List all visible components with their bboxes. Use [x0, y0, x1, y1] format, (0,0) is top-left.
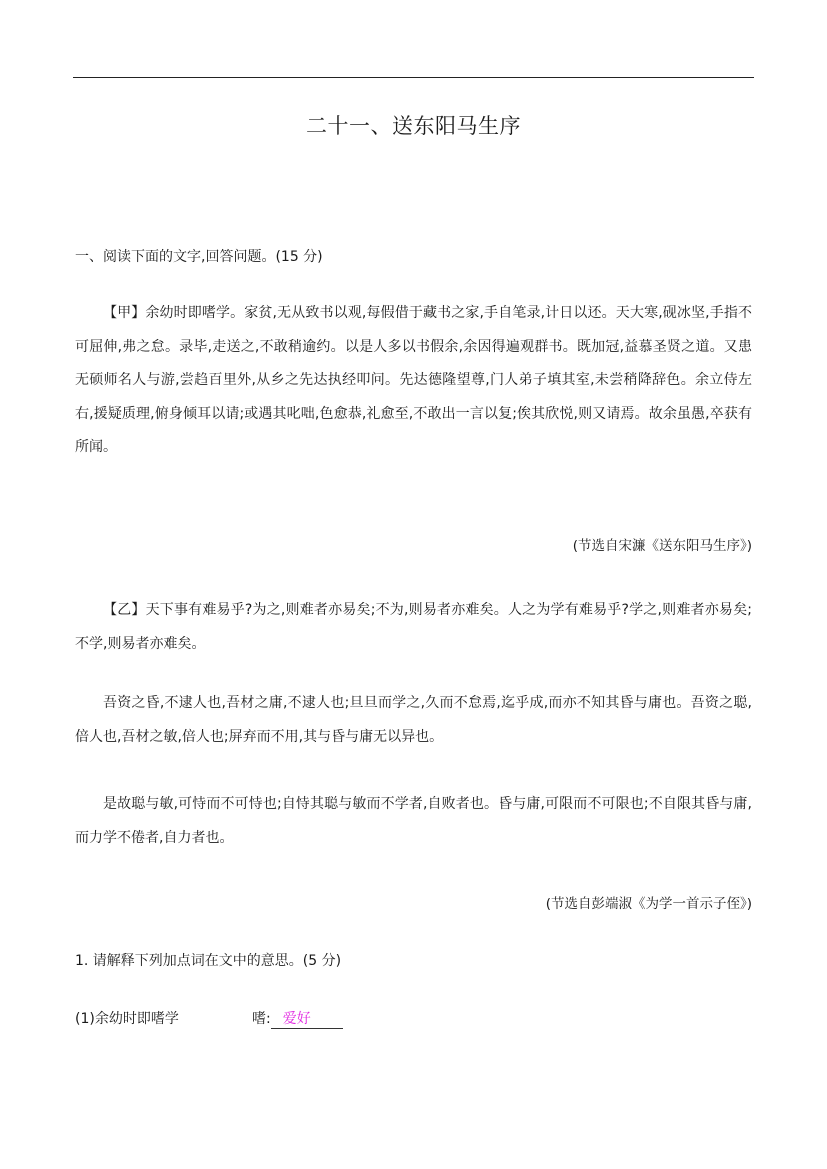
question-1: 1. 请解释下列加点词在文中的意思。(5 分) [75, 953, 342, 969]
item-1-answer-field[interactable]: 爱好 [271, 1010, 343, 1029]
passage-yi-2: 吾资之昏,不逮人也,吾材之庸,不逮人也;旦旦而学之,久而不怠焉,迄乎成,而亦不知其昏与庸也。吾资之聪,倍人也,吾材之敏,倍人也;屏弃而不用,其与昏与庸无以异也。 [75, 695, 752, 745]
page-title: 二十一、送东阳马生序 [306, 114, 521, 138]
source-yi: (节选自彭端淑《为学一首示子侄》) [545, 896, 752, 912]
source-jia: (节选自宋濂《送东阳马生序》) [572, 538, 752, 554]
item-1-label: (1)余幼时即嗜学 [75, 1011, 179, 1027]
header-rule [73, 77, 754, 78]
item-1-answer-group [252, 1008, 343, 1030]
passage-yi-3: 是故聪与敏,可恃而不可恃也;自恃其聪与敏而不学者,自败者也。昏与庸,可限而不可限也;不自限其昏与庸,而力学不倦者,自力者也。 [75, 796, 752, 846]
item-1-word: 嗜: [252, 1011, 271, 1027]
passage-jia: 【甲】余幼时即嗜学。家贫,无从致书以观,每假借于藏书之家,手自笔录,计日以还。天大寒,砚冰坚,手指不可屈伸,弗之怠。录毕,走送之,不敢稍逾约。以是人多以书假余,余因得遍观群书。既加冠,益慕圣贤之道。又患无硕师名人与游,尝趋百里外,从乡之先达执经叩问。先达德隆望尊,门人弟子填其室,未尝稍降辞色。余立侍左右,援疑质理,俯身倾耳以请;或遇其叱咄,色愈恭,礼愈至,不敢出一言以复;俟其欣悦,则又请焉。故余虽愚,卒获有所闻。 [75, 305, 752, 455]
passage-yi-1: 【乙】天下事有难易乎?为之,则难者亦易矣;不为,则易者亦难矣。人之为学有难易乎?学之,则难者亦易矣;不学,则易者亦难矣。 [75, 602, 752, 652]
question-item-1 [75, 1008, 475, 1030]
section-heading: 一、阅读下面的文字,回答问题。(15 分) [75, 249, 323, 265]
